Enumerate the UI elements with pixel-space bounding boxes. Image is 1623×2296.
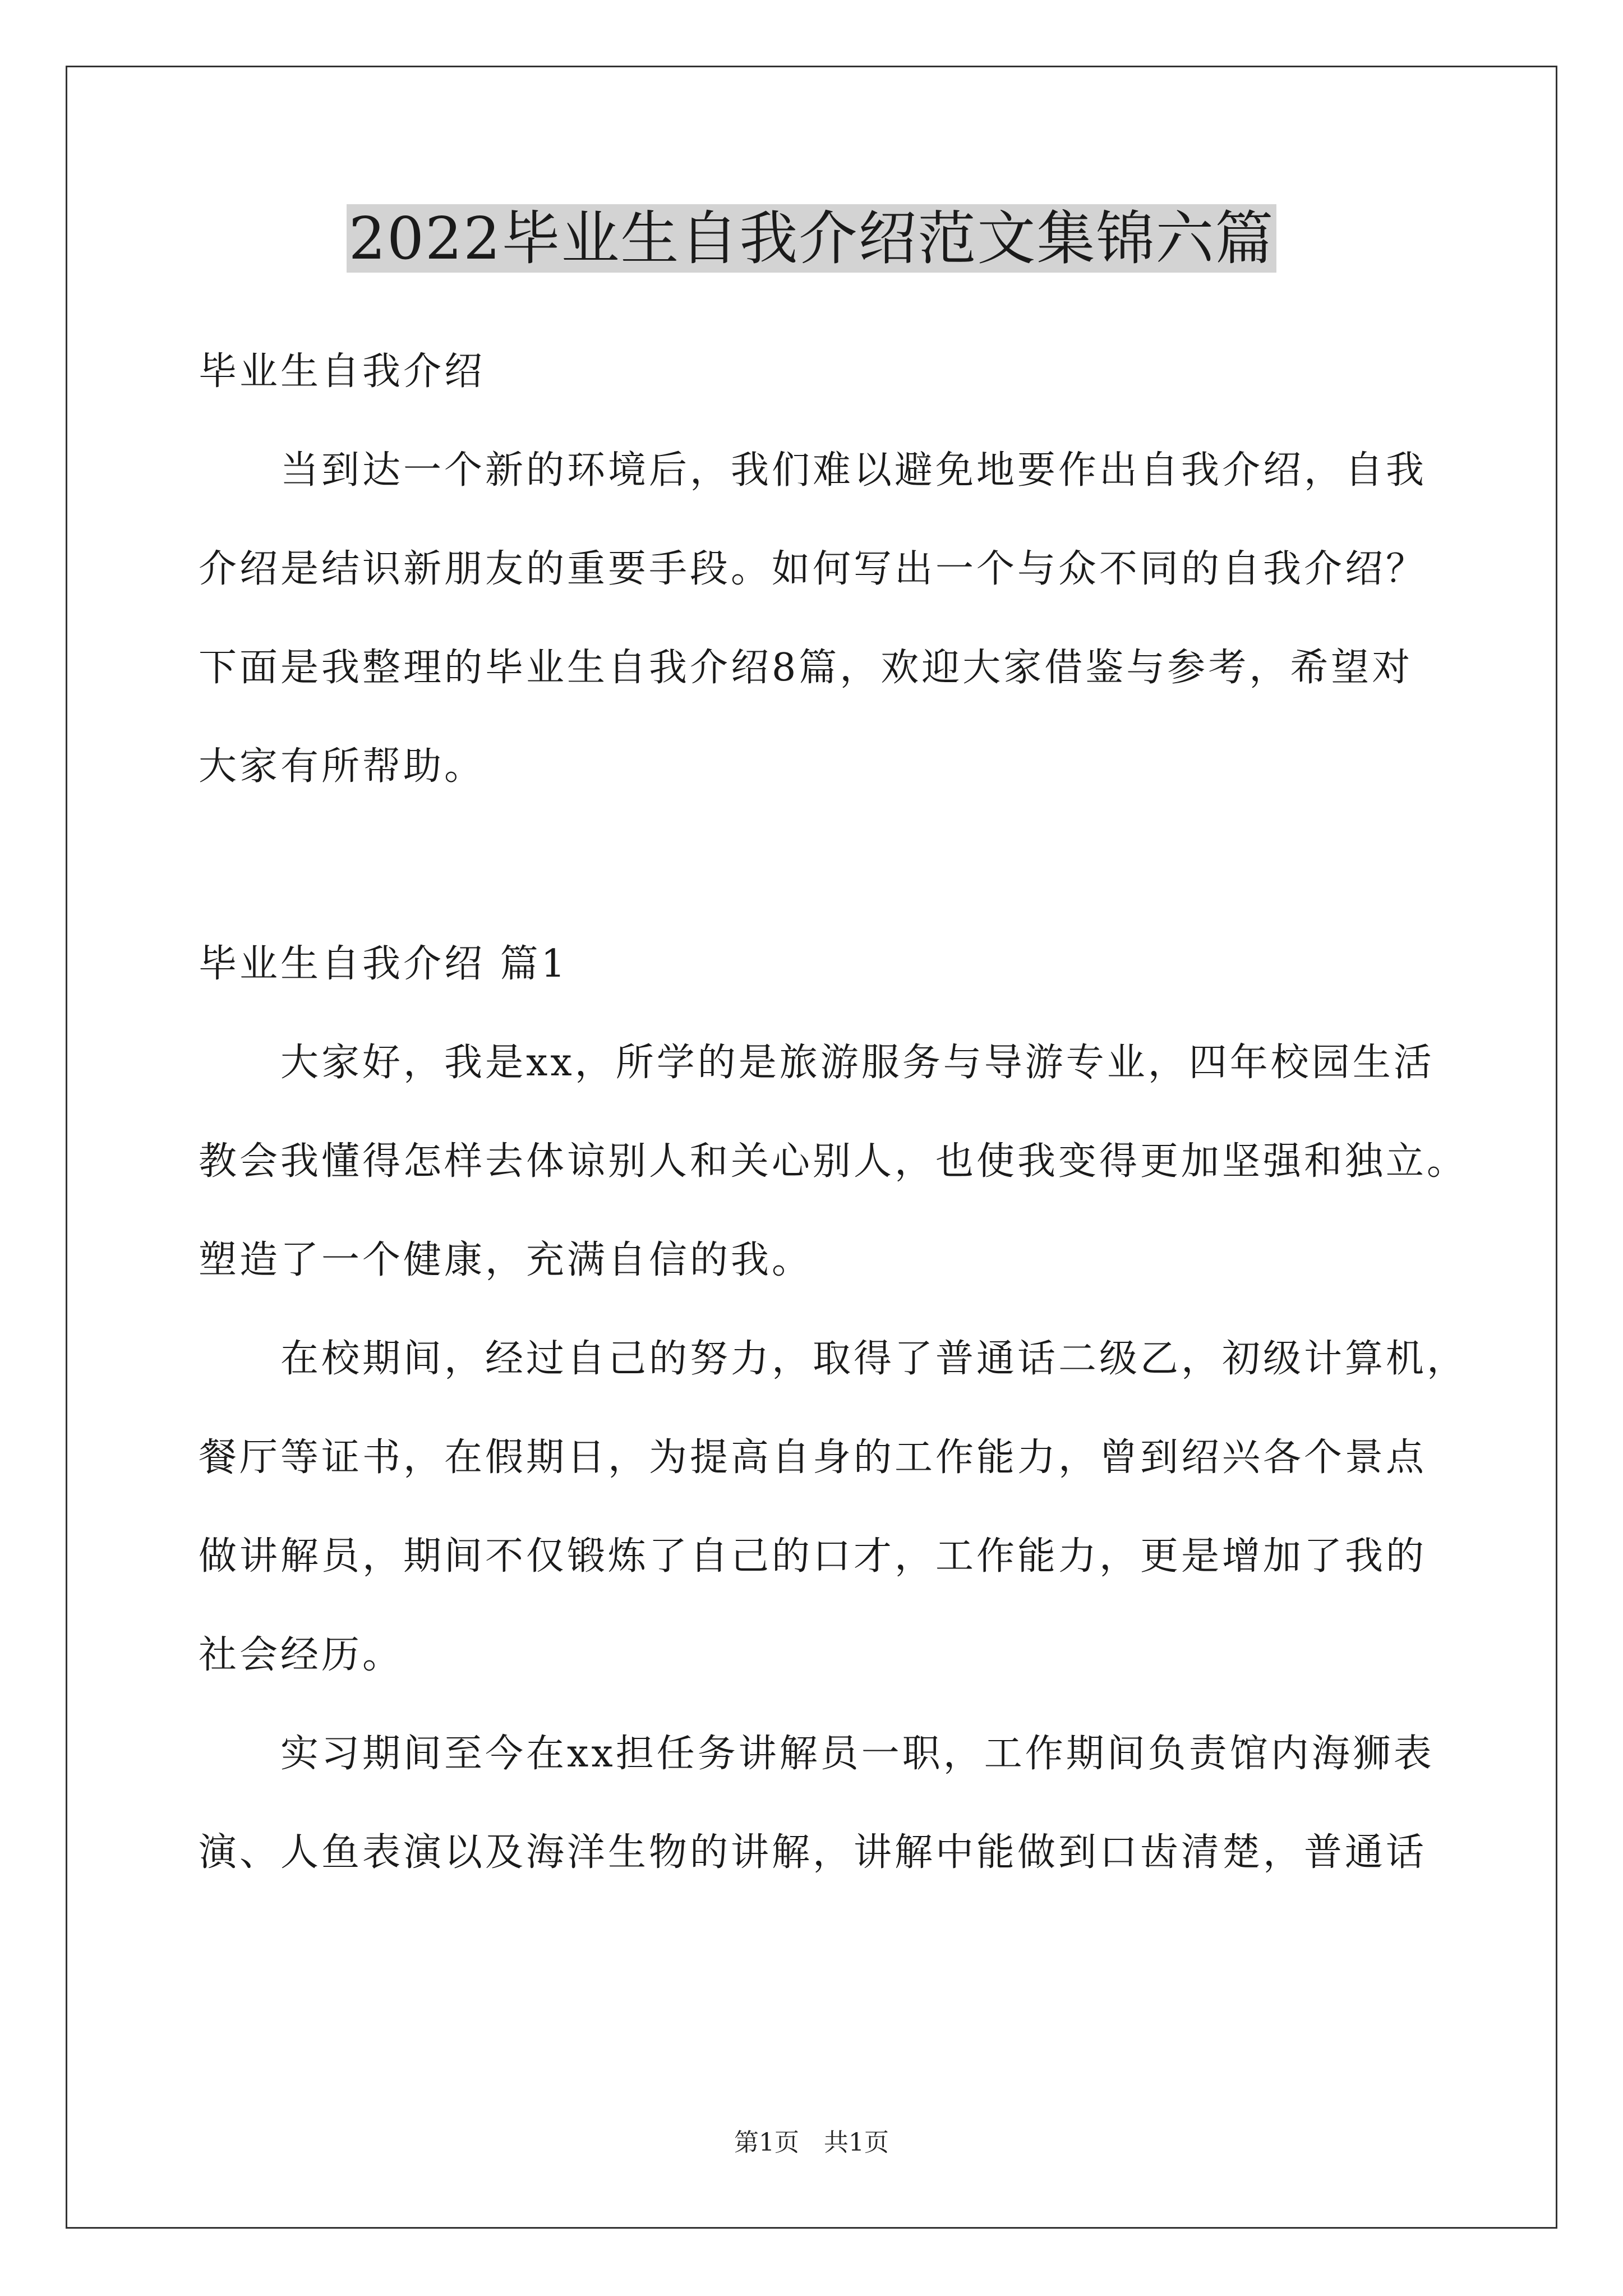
page-footer [0,2126,1623,2160]
document-body [199,323,1468,1902]
text-line: 毕业生自我介绍 篇1 [199,942,568,986]
document-title-text: 2022毕业生自我介绍范文集锦六篇 [347,204,1277,273]
text-line: 实习期间至今在xx担任务讲解员一职，工作期间负责馆内海狮表 [280,1732,1435,1776]
text-line: 介绍是结识新朋友的重要手段。如何写出一个与众不同的自我介绍？ [199,547,1427,591]
text-line: 社会经历。 [199,1633,404,1677]
text-line: 大家有所帮助。 [199,744,486,789]
text-line: 餐厅等证书，在假期日，为提高自身的工作能力，曾到绍兴各个景点 [199,1435,1427,1480]
text-line: 塑造了一个健康，充满自信的我。 [199,1238,813,1282]
text-line: 在校期间，经过自己的努力，取得了普通话二级乙，初级计算机， [280,1337,1468,1381]
page-total: 共1页 [824,2128,889,2157]
text-line: 做讲解员，期间不仅锻炼了自己的口才，工作能力，更是增加了我的 [199,1534,1427,1579]
text-line: 大家好，我是xx，所学的是旅游服务与导游专业，四年校园生活 [280,1041,1435,1085]
text-line: 下面是我整理的毕业生自我介绍8篇，欢迎大家借鉴与参考，希望对 [199,646,1413,690]
text-line: 毕业生自我介绍 [199,349,486,394]
text-line: 当到达一个新的环境后，我们难以避免地要作出自我介绍，自我 [280,448,1427,493]
text-line [199,816,1444,915]
page-number: 第1页 [734,2128,799,2157]
document-title [0,202,1623,275]
text-line: 演、人鱼表演以及海洋生物的讲解，讲解中能做到口齿清楚，普通话 [199,1830,1427,1875]
text-line: 教会我懂得怎样去体谅别人和关心别人，也使我变得更加坚强和独立。 [199,1139,1468,1184]
